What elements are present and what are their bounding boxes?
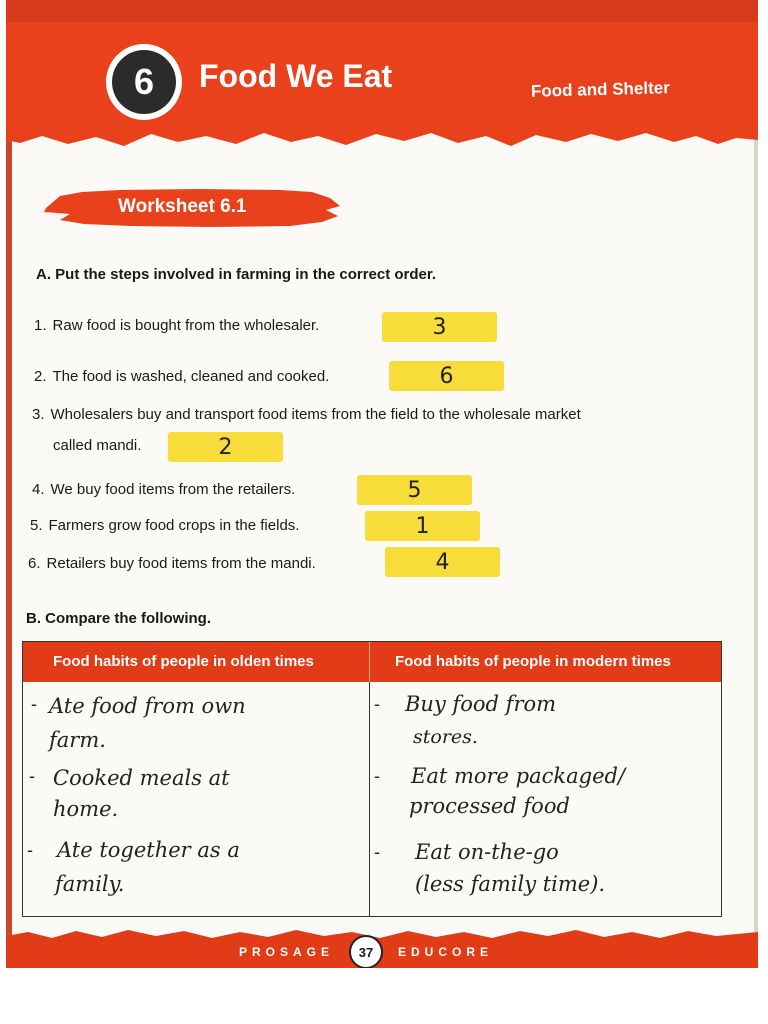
question-1 <box>34 317 319 334</box>
olden-entry-1: Ate food from own <box>49 694 246 718</box>
page-number: 37 <box>349 935 383 968</box>
question-3 <box>32 406 581 423</box>
bullet-dash: - <box>374 842 380 862</box>
worksheet-label: Worksheet 6.1 <box>118 196 247 217</box>
answer-box-1[interactable]: 3 <box>382 312 497 342</box>
question-number: 4. <box>32 481 45 498</box>
question-number: 5. <box>30 517 43 534</box>
answer-box-4[interactable]: 5 <box>357 475 472 505</box>
worksheet-page <box>6 0 758 968</box>
question-5 <box>30 517 299 534</box>
question-text: The food is washed, cleaned and cooked. <box>52 368 330 385</box>
chapter-subject: Food and Shelter <box>530 78 671 101</box>
olden-entry-3: Ate together as a <box>57 838 240 862</box>
modern-entry-1-cont: stores. <box>413 726 478 748</box>
bullet-dash: - <box>374 766 380 786</box>
column-header-olden: Food habits of people in olden times <box>53 653 314 670</box>
question-text: Raw food is bought from the wholesaler. <box>52 317 320 334</box>
modern-entry-1: Buy food from <box>405 692 557 716</box>
section-a-title: A. Put the steps involved in farming in the correct order. <box>36 266 437 283</box>
comparison-table <box>22 641 722 917</box>
answer-box-2[interactable]: 6 <box>389 361 504 391</box>
modern-entry-2: Eat more packaged/ <box>411 764 626 788</box>
question-number: 3. <box>32 406 45 423</box>
footer-brand-right: EDUCORE <box>398 945 494 959</box>
olden-entry-3-cont: family. <box>55 872 125 896</box>
bullet-dash: - <box>31 694 37 714</box>
column-divider <box>369 642 370 916</box>
question-text: Farmers grow food crops in the fields. <box>48 517 300 534</box>
question-3-continued: called mandi. <box>53 437 142 454</box>
modern-entry-2-cont: processed food <box>409 794 570 818</box>
bullet-dash: - <box>374 694 380 714</box>
question-4 <box>32 481 295 498</box>
question-text: Wholesalers buy and transport food items from the field to the wholesale market <box>50 406 581 423</box>
answer-box-5[interactable]: 1 <box>365 511 480 541</box>
modern-entry-3-cont: (less family time). <box>415 872 606 896</box>
question-number: 1. <box>34 317 47 334</box>
bullet-dash: - <box>27 840 33 860</box>
footer-brand-left: PROSAGE <box>239 945 335 959</box>
column-header-modern: Food habits of people in modern times <box>395 653 671 670</box>
modern-entry-3: Eat on-the-go <box>415 840 559 864</box>
header-divider <box>369 642 370 682</box>
olden-entry-2: Cooked meals at <box>53 766 230 790</box>
section-b-title: B. Compare the following. <box>26 610 212 627</box>
chapter-title: Food We Eat <box>199 58 393 94</box>
olden-entry-2-cont: home. <box>53 797 119 821</box>
olden-entry-1-cont: farm. <box>49 728 106 752</box>
question-text: We buy food items from the retailers. <box>50 481 296 498</box>
question-6 <box>28 555 316 572</box>
table-header-row <box>23 642 721 682</box>
answer-box-6[interactable]: 4 <box>385 547 500 577</box>
question-text: Retailers buy food items from the mandi. <box>46 555 316 572</box>
chapter-number: 6 <box>112 50 176 114</box>
question-number: 6. <box>28 555 41 572</box>
question-2 <box>34 368 329 385</box>
question-number: 2. <box>34 368 47 385</box>
answer-box-3[interactable]: 2 <box>168 432 283 462</box>
bullet-dash: - <box>29 766 35 786</box>
